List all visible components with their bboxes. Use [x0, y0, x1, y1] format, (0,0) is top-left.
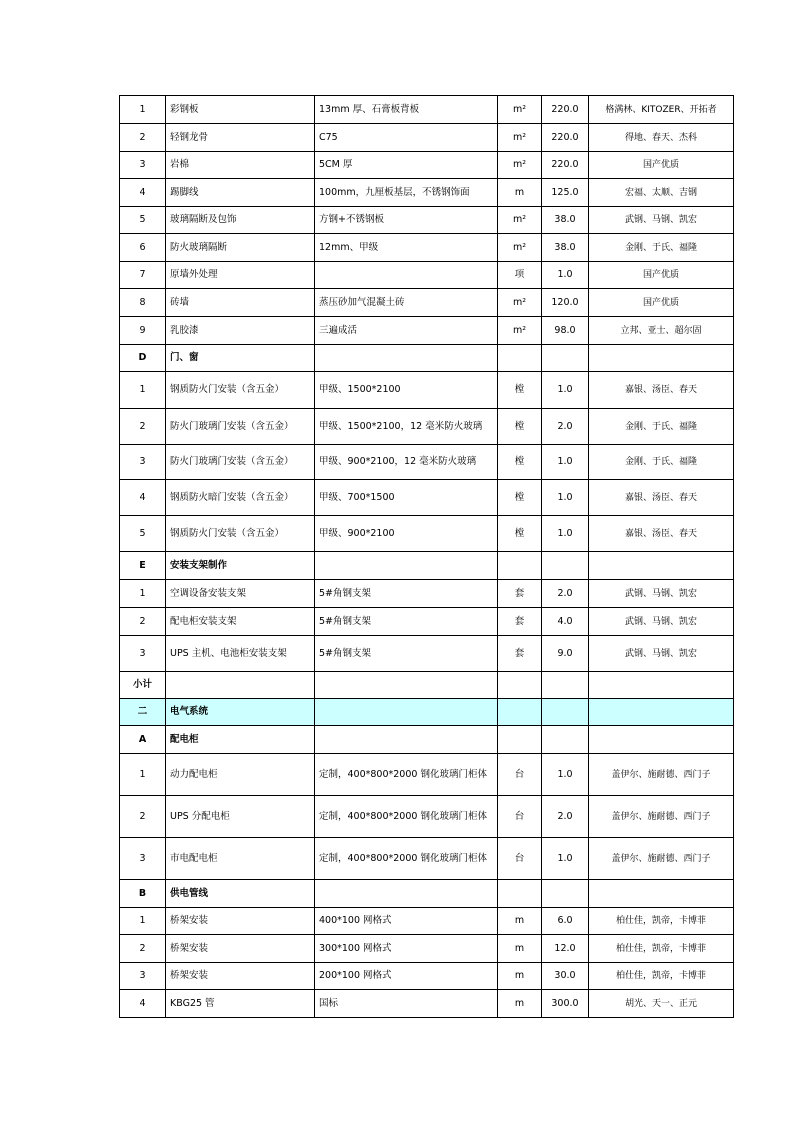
row-number-cell: 1: [120, 580, 166, 608]
item-name-cell: 动力配电柜: [166, 754, 315, 796]
quantity-cell: 1.0: [542, 838, 589, 880]
quantity-cell: 125.0: [542, 179, 589, 207]
item-name-cell: 配电柜: [166, 726, 315, 754]
row-number-cell: 6: [120, 234, 166, 262]
brand-cell: 柏仕佳，凯帝，卡博菲: [589, 935, 734, 963]
brand-cell: 金刚、于氏、福隆: [589, 409, 734, 445]
table-row: [120, 908, 734, 935]
unit-cell: m²: [498, 96, 542, 124]
row-number-cell: 5: [120, 516, 166, 552]
spec-cell: 定制，400*800*2000 钢化玻璃门柜体: [315, 754, 498, 796]
table-row: [120, 963, 734, 990]
unit-cell: [498, 880, 542, 908]
quantity-cell: 30.0: [542, 963, 589, 990]
table-row: [120, 409, 734, 445]
item-name-cell: 防火玻璃隔断: [166, 234, 315, 262]
row-number-cell: 5: [120, 207, 166, 234]
spec-cell: C75: [315, 124, 498, 152]
quantity-cell: [542, 726, 589, 754]
unit-cell: 台: [498, 754, 542, 796]
spec-cell: 甲级、900*2100，12 毫米防火玻璃: [315, 445, 498, 480]
quantity-cell: 9.0: [542, 636, 589, 672]
brand-cell: 金刚、于氏、福隆: [589, 445, 734, 480]
item-name-cell: 电气系统: [166, 699, 315, 726]
unit-cell: m²: [498, 317, 542, 345]
spec-cell: 方钢+不锈钢板: [315, 207, 498, 234]
spec-cell: 甲级、900*2100: [315, 516, 498, 552]
brand-cell: 柏仕佳，凯帝，卡博菲: [589, 908, 734, 935]
item-name-cell: 钢质防火暗门安装（含五金）: [166, 480, 315, 516]
unit-cell: [498, 726, 542, 754]
quantity-cell: 98.0: [542, 317, 589, 345]
table-row: [120, 838, 734, 880]
table-row: [120, 124, 734, 152]
table-row: [120, 317, 734, 345]
item-name-cell: 空调设备安装支架: [166, 580, 315, 608]
brand-cell: 国产优质: [589, 289, 734, 317]
spec-cell: 200*100 网格式: [315, 963, 498, 990]
row-number-cell: E: [120, 552, 166, 580]
unit-cell: m: [498, 179, 542, 207]
table-row: [120, 935, 734, 963]
row-number-cell: 8: [120, 289, 166, 317]
table-row: [120, 796, 734, 838]
unit-cell: m²: [498, 152, 542, 179]
spec-cell: 12mm、甲级: [315, 234, 498, 262]
table-row: [120, 990, 734, 1018]
item-name-cell: 门、窗: [166, 345, 315, 372]
unit-cell: [498, 345, 542, 372]
unit-cell: 樘: [498, 516, 542, 552]
brand-cell: 立邦、亚士、超尔固: [589, 317, 734, 345]
spec-cell: 甲级、1500*2100: [315, 372, 498, 409]
spec-cell: 100mm，九厘板基层，不锈钢饰面: [315, 179, 498, 207]
quantity-cell: 1.0: [542, 516, 589, 552]
item-name-cell: [166, 672, 315, 699]
brand-cell: 武钢、马钢、凯宏: [589, 207, 734, 234]
spec-cell: [315, 345, 498, 372]
item-name-cell: 配电柜安装支架: [166, 608, 315, 636]
row-number-cell: 2: [120, 796, 166, 838]
quantity-cell: 300.0: [542, 990, 589, 1018]
table-row: [120, 234, 734, 262]
row-number-cell: 9: [120, 317, 166, 345]
unit-cell: 项: [498, 262, 542, 289]
unit-cell: m²: [498, 234, 542, 262]
quantity-cell: 120.0: [542, 289, 589, 317]
quantity-cell: [542, 345, 589, 372]
item-name-cell: 玻璃隔断及包饰: [166, 207, 315, 234]
brand-cell: 盖伊尔、施耐德、西门子: [589, 838, 734, 880]
item-name-cell: 桥架安装: [166, 908, 315, 935]
item-name-cell: 安装支架制作: [166, 552, 315, 580]
quantity-cell: [542, 552, 589, 580]
brand-cell: 金刚、于氏、福隆: [589, 234, 734, 262]
unit-cell: 樘: [498, 372, 542, 409]
unit-cell: m²: [498, 124, 542, 152]
quantity-cell: 38.0: [542, 207, 589, 234]
item-name-cell: 砖墙: [166, 289, 315, 317]
spec-cell: 国标: [315, 990, 498, 1018]
brand-cell: 国产优质: [589, 152, 734, 179]
item-name-cell: 乳胶漆: [166, 317, 315, 345]
table-row: [120, 289, 734, 317]
spec-cell: 三遍成活: [315, 317, 498, 345]
row-number-cell: D: [120, 345, 166, 372]
brand-cell: 嘉银、汤臣、春天: [589, 516, 734, 552]
unit-cell: m²: [498, 207, 542, 234]
row-number-cell: 3: [120, 636, 166, 672]
unit-cell: 樘: [498, 445, 542, 480]
spec-cell: 5#角钢支架: [315, 608, 498, 636]
spec-cell: [315, 699, 498, 726]
spec-cell: 300*100 网格式: [315, 935, 498, 963]
quantity-cell: [542, 699, 589, 726]
unit-cell: 套: [498, 636, 542, 672]
unit-cell: 樘: [498, 480, 542, 516]
quantity-cell: 220.0: [542, 152, 589, 179]
spec-cell: [315, 726, 498, 754]
quantity-cell: [542, 880, 589, 908]
row-number-cell: 4: [120, 179, 166, 207]
item-name-cell: 防火门玻璃门安装（含五金）: [166, 445, 315, 480]
row-number-cell: 3: [120, 963, 166, 990]
brand-cell: 得地、春天、杰科: [589, 124, 734, 152]
brand-cell: 盖伊尔、施耐德、西门子: [589, 796, 734, 838]
brand-cell: [589, 699, 734, 726]
unit-cell: 套: [498, 580, 542, 608]
spec-cell: 5#角钢支架: [315, 580, 498, 608]
brand-cell: 格满林、KITOZER、开拓者: [589, 96, 734, 124]
spec-cell: 定制，400*800*2000 钢化玻璃门柜体: [315, 796, 498, 838]
quantity-cell: 1.0: [542, 480, 589, 516]
unit-cell: [498, 699, 542, 726]
unit-cell: [498, 672, 542, 699]
table-row: [120, 754, 734, 796]
row-number-cell: 1: [120, 96, 166, 124]
table-row: [120, 608, 734, 636]
table-row: [120, 262, 734, 289]
row-number-cell: 3: [120, 152, 166, 179]
brand-cell: 嘉银、汤臣、春天: [589, 372, 734, 409]
brand-cell: [589, 552, 734, 580]
unit-cell: 套: [498, 608, 542, 636]
brand-cell: 盖伊尔、施耐德、西门子: [589, 754, 734, 796]
quantity-cell: 4.0: [542, 608, 589, 636]
materials-table-body: [120, 96, 734, 1018]
row-number-cell: 1: [120, 908, 166, 935]
brand-cell: 国产优质: [589, 262, 734, 289]
row-number-cell: 2: [120, 935, 166, 963]
section-row: [120, 672, 734, 699]
brand-cell: [589, 726, 734, 754]
spec-cell: 5CM 厚: [315, 152, 498, 179]
section-row: [120, 880, 734, 908]
row-number-cell: 3: [120, 838, 166, 880]
brand-cell: 武钢、马钢、凯宏: [589, 580, 734, 608]
quantity-cell: 220.0: [542, 96, 589, 124]
row-number-cell: 2: [120, 124, 166, 152]
row-number-cell: 4: [120, 990, 166, 1018]
quantity-cell: 1.0: [542, 445, 589, 480]
spec-cell: [315, 880, 498, 908]
item-name-cell: 原墙外处理: [166, 262, 315, 289]
item-name-cell: 彩钢板: [166, 96, 315, 124]
unit-cell: m: [498, 935, 542, 963]
unit-cell: m: [498, 990, 542, 1018]
table-row: [120, 445, 734, 480]
quantity-cell: 1.0: [542, 262, 589, 289]
brand-cell: 胡光、天一、正元: [589, 990, 734, 1018]
section-row: [120, 345, 734, 372]
row-number-cell: 3: [120, 445, 166, 480]
table-row: [120, 480, 734, 516]
section-row: [120, 726, 734, 754]
spec-cell: 甲级、1500*2100，12 毫米防火玻璃: [315, 409, 498, 445]
item-name-cell: 钢质防火门安装（含五金）: [166, 516, 315, 552]
spec-cell: 400*100 网格式: [315, 908, 498, 935]
quantity-cell: [542, 672, 589, 699]
unit-cell: m²: [498, 289, 542, 317]
brand-cell: [589, 672, 734, 699]
row-number-cell: B: [120, 880, 166, 908]
unit-cell: 樘: [498, 409, 542, 445]
spec-cell: 蒸压砂加气混凝土砖: [315, 289, 498, 317]
item-name-cell: 供电管线: [166, 880, 315, 908]
row-number-cell: A: [120, 726, 166, 754]
row-number-cell: 7: [120, 262, 166, 289]
table-row: [120, 516, 734, 552]
item-name-cell: UPS 主机、电池柜安装支架: [166, 636, 315, 672]
unit-cell: 台: [498, 838, 542, 880]
table-row: [120, 207, 734, 234]
row-number-cell: 小计: [120, 672, 166, 699]
quantity-cell: 2.0: [542, 409, 589, 445]
unit-cell: m: [498, 963, 542, 990]
quantity-cell: 2.0: [542, 796, 589, 838]
materials-table: [119, 95, 734, 1018]
spec-cell: 定制，400*800*2000 钢化玻璃门柜体: [315, 838, 498, 880]
spec-cell: [315, 672, 498, 699]
section-row: [120, 699, 734, 726]
row-number-cell: 二: [120, 699, 166, 726]
item-name-cell: 岩棉: [166, 152, 315, 179]
spec-cell: 甲级、700*1500: [315, 480, 498, 516]
brand-cell: [589, 880, 734, 908]
row-number-cell: 1: [120, 754, 166, 796]
quantity-cell: 2.0: [542, 580, 589, 608]
item-name-cell: 桥架安装: [166, 963, 315, 990]
brand-cell: 武钢、马钢、凯宏: [589, 636, 734, 672]
quantity-cell: 12.0: [542, 935, 589, 963]
row-number-cell: 2: [120, 409, 166, 445]
table-row: [120, 372, 734, 409]
brand-cell: 嘉银、汤臣、春天: [589, 480, 734, 516]
unit-cell: 台: [498, 796, 542, 838]
quantity-cell: 220.0: [542, 124, 589, 152]
quantity-cell: 1.0: [542, 754, 589, 796]
row-number-cell: 2: [120, 608, 166, 636]
row-number-cell: 4: [120, 480, 166, 516]
brand-cell: 宏福、太顺、吉钢: [589, 179, 734, 207]
table-row: [120, 96, 734, 124]
item-name-cell: 防火门玻璃门安装（含五金）: [166, 409, 315, 445]
table-row: [120, 152, 734, 179]
spec-cell: 13mm 厚、石膏板背板: [315, 96, 498, 124]
table-row: [120, 179, 734, 207]
unit-cell: m: [498, 908, 542, 935]
spec-cell: [315, 552, 498, 580]
brand-cell: [589, 345, 734, 372]
spec-cell: [315, 262, 498, 289]
item-name-cell: 踢脚线: [166, 179, 315, 207]
spec-cell: 5#角钢支架: [315, 636, 498, 672]
item-name-cell: UPS 分配电柜: [166, 796, 315, 838]
brand-cell: 柏仕佳，凯帝，卡博菲: [589, 963, 734, 990]
item-name-cell: 桥架安装: [166, 935, 315, 963]
row-number-cell: 1: [120, 372, 166, 409]
unit-cell: [498, 552, 542, 580]
item-name-cell: 钢质防火门安装（含五金）: [166, 372, 315, 409]
quantity-cell: 1.0: [542, 372, 589, 409]
brand-cell: 武钢、马钢、凯宏: [589, 608, 734, 636]
item-name-cell: 市电配电柜: [166, 838, 315, 880]
table-row: [120, 636, 734, 672]
item-name-cell: KBG25 管: [166, 990, 315, 1018]
table-row: [120, 580, 734, 608]
quantity-cell: 38.0: [542, 234, 589, 262]
section-row: [120, 552, 734, 580]
item-name-cell: 轻钢龙骨: [166, 124, 315, 152]
quantity-cell: 6.0: [542, 908, 589, 935]
